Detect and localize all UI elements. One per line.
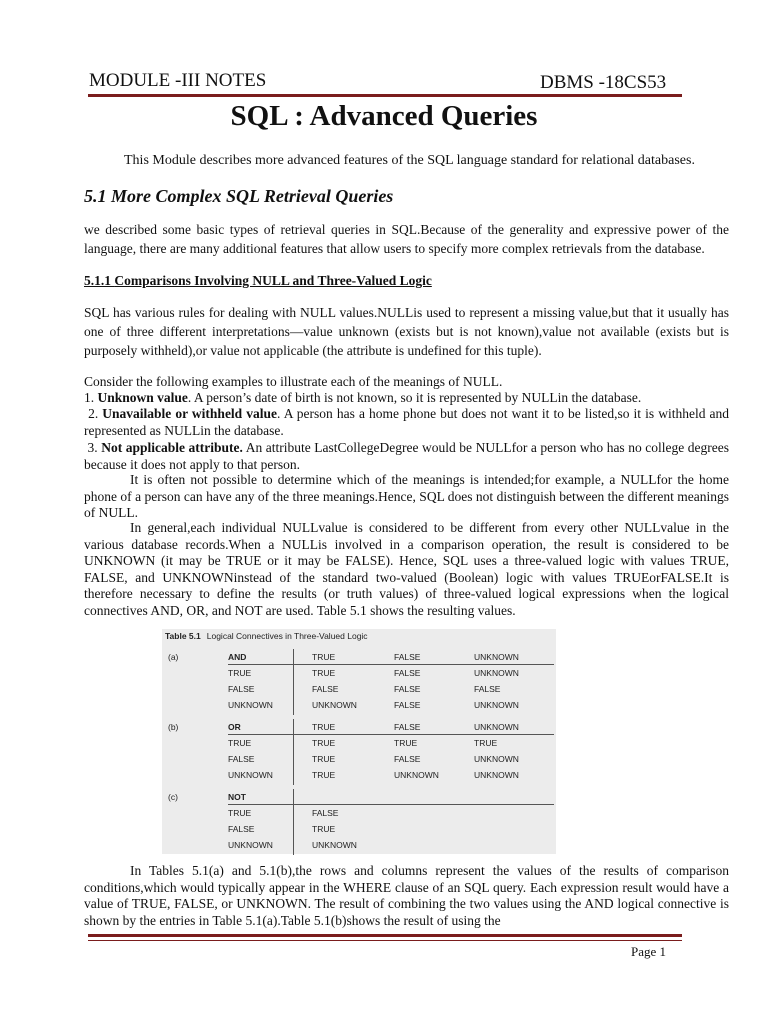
null-meanings-intro: Consider the following examples to illustrate each of the meanings of NULL. xyxy=(84,374,503,389)
table-cell: TRUE xyxy=(394,738,418,748)
table-5-1-image xyxy=(162,629,556,854)
table-cell: FALSE xyxy=(474,684,501,694)
table-rule xyxy=(293,719,294,785)
list-item-number: 1. xyxy=(84,390,95,405)
table-part-label: (b) xyxy=(168,722,179,732)
list-item xyxy=(84,406,729,439)
table-cell: FALSE xyxy=(228,754,255,764)
table-cell: UNKNOWN xyxy=(474,668,519,678)
table-cell: TRUE xyxy=(312,754,336,764)
null-ambiguity-paragraph: It is often not possible to determine which of the meanings is intended;for example, a NULLfor the home phone of a person can have any of the three meanings.Hence, SQL does not distinguish between the different meanings of NULL. xyxy=(84,472,729,520)
table-header-cell: AND xyxy=(228,652,247,662)
table-cell: UNKNOWN xyxy=(474,754,519,764)
table-header-cell: FALSE xyxy=(394,652,421,662)
list-item-text: . A person has a home phone but does not want it to be listed,so it is withheld and represented as NULLin the database. xyxy=(84,406,730,438)
table-cell: UNKNOWN xyxy=(474,770,519,780)
table-caption xyxy=(165,631,368,641)
table-cell: UNKNOWN xyxy=(228,770,273,780)
table-cell: TRUE xyxy=(228,808,252,818)
table-label: Table 5.1 xyxy=(165,631,201,641)
table-cell: FALSE xyxy=(312,684,339,694)
table-header-cell: NOT xyxy=(228,792,246,802)
intro-text: This Module describes more advanced features of the SQL language standard for relational databases. xyxy=(124,153,695,168)
table-cell: FALSE xyxy=(312,808,339,818)
header-module-label: MODULE -III NOTES xyxy=(89,70,267,91)
table-rule xyxy=(293,789,294,855)
table-cell: TRUE xyxy=(312,668,336,678)
footer-rule-thin xyxy=(88,940,682,941)
table-cell: UNKNOWN xyxy=(312,700,357,710)
table-header-cell: UNKNOWN xyxy=(474,722,519,732)
list-item-term: Unknown value xyxy=(97,390,188,405)
table-cell: UNKNOWN xyxy=(228,840,273,850)
table-header-cell: UNKNOWN xyxy=(474,652,519,662)
table-caption-text: Logical Connectives in Three-Valued Logic xyxy=(206,631,368,641)
subsection-heading-5-1-1 xyxy=(84,273,432,289)
header-rule xyxy=(88,94,682,97)
table-cell: TRUE xyxy=(228,668,252,678)
list-item-text: An attribute LastCollegeDegree would be NULLfor a person who has no college degrees because it does not apply to that person. xyxy=(84,440,730,472)
table-cell: TRUE xyxy=(312,770,336,780)
tables-explanation-paragraph: In Tables 5.1(a) and 5.1(b),the rows and columns represent the values of the results of comparison conditions,which would typically appear in the WHERE clause of an SQL query. Each expression result would have a value of TRUE, FALSE, or UNKNOWN. The result of combining the two values using the AND logical connective is shown by the entries in Table 5.1(a).Table 5.1(b)shows the result of using the xyxy=(84,863,729,928)
list-item-text: . A person’s date of birth is not known, so it is represented by NULLin the database. xyxy=(187,390,642,405)
table-cell: FALSE xyxy=(394,684,421,694)
table-header-cell: TRUE xyxy=(312,652,336,662)
table-cell: TRUE xyxy=(474,738,498,748)
table-cell: FALSE xyxy=(394,668,421,678)
table-cell: FALSE xyxy=(228,684,255,694)
table-cell: FALSE xyxy=(394,754,421,764)
table-cell: TRUE xyxy=(312,738,336,748)
table-cell: UNKNOWN xyxy=(228,700,273,710)
list-item-term: Unavailable or withheld value xyxy=(102,406,278,421)
footer-rule xyxy=(88,934,682,937)
table-rule xyxy=(228,734,554,735)
section-heading-5-1: 5.1 More Complex SQL Retrieval Queries xyxy=(84,186,394,206)
table-cell: UNKNOWN xyxy=(394,770,439,780)
list-item xyxy=(84,440,729,473)
table-header-cell: TRUE xyxy=(312,722,336,732)
table-rule xyxy=(228,664,554,665)
table-cell: FALSE xyxy=(394,700,421,710)
subsection-number: 5.1.1 xyxy=(84,273,111,288)
section-5-1-text: we described some basic types of retrieval queries in SQL.Because of the generality and expressive power of the language, there are many additional features that allow users to specify more complex retrievals from the database. xyxy=(84,222,729,256)
table-cell: FALSE xyxy=(228,824,255,834)
table-cell: TRUE xyxy=(312,824,336,834)
list-item xyxy=(84,390,729,407)
three-valued-logic-paragraph: In general,each individual NULLvalue is considered to be different from every other NULLvalue in the various database records.When a NULLis involved in a comparison operation, the result is considered to be UNKNOWN (it may be TRUE or it may be FALSE). Hence, SQL uses a three-valued logic with values TRUE, FALSE, and UNKNOWNinstead of the standard two-valued (Boolean) logic with values TRUEorFALSE.It is therefore necessary to define the results (or truth values) of three-valued logical expressions when the logical connectives AND, OR, and NOT are used. Table 5.1 shows the resulting values. xyxy=(84,520,729,618)
header-course-code: DBMS -18CS53 xyxy=(540,72,667,93)
subsection-title: Comparisons Involving NULL and Three-Valued Logic xyxy=(114,273,432,288)
page-title: SQL : Advanced Queries xyxy=(230,100,538,132)
table-cell: UNKNOWN xyxy=(312,840,357,850)
table-rule xyxy=(228,804,554,805)
table-part-label: (c) xyxy=(168,792,178,802)
page-number: Page 1 xyxy=(631,944,667,959)
list-item-number: 3. xyxy=(87,440,98,455)
null-rules-paragraph: SQL has various rules for dealing with NULL values.NULLis used to represent a missing value,but that it usually has one of three different interpretations—value unknown (exists but is not known),value not available (exists but is purposely withheld),or value not applicable (the attribute is undefined for this tuple). xyxy=(84,305,729,358)
table-cell: UNKNOWN xyxy=(474,700,519,710)
list-item-term: Not applicable attribute. xyxy=(101,440,243,455)
table-header-cell: FALSE xyxy=(394,722,421,732)
table-part-label: (a) xyxy=(168,652,179,662)
table-cell: TRUE xyxy=(228,738,252,748)
list-item-number: 2. xyxy=(88,406,99,421)
table-rule xyxy=(293,649,294,715)
table-header-cell: OR xyxy=(228,722,241,732)
